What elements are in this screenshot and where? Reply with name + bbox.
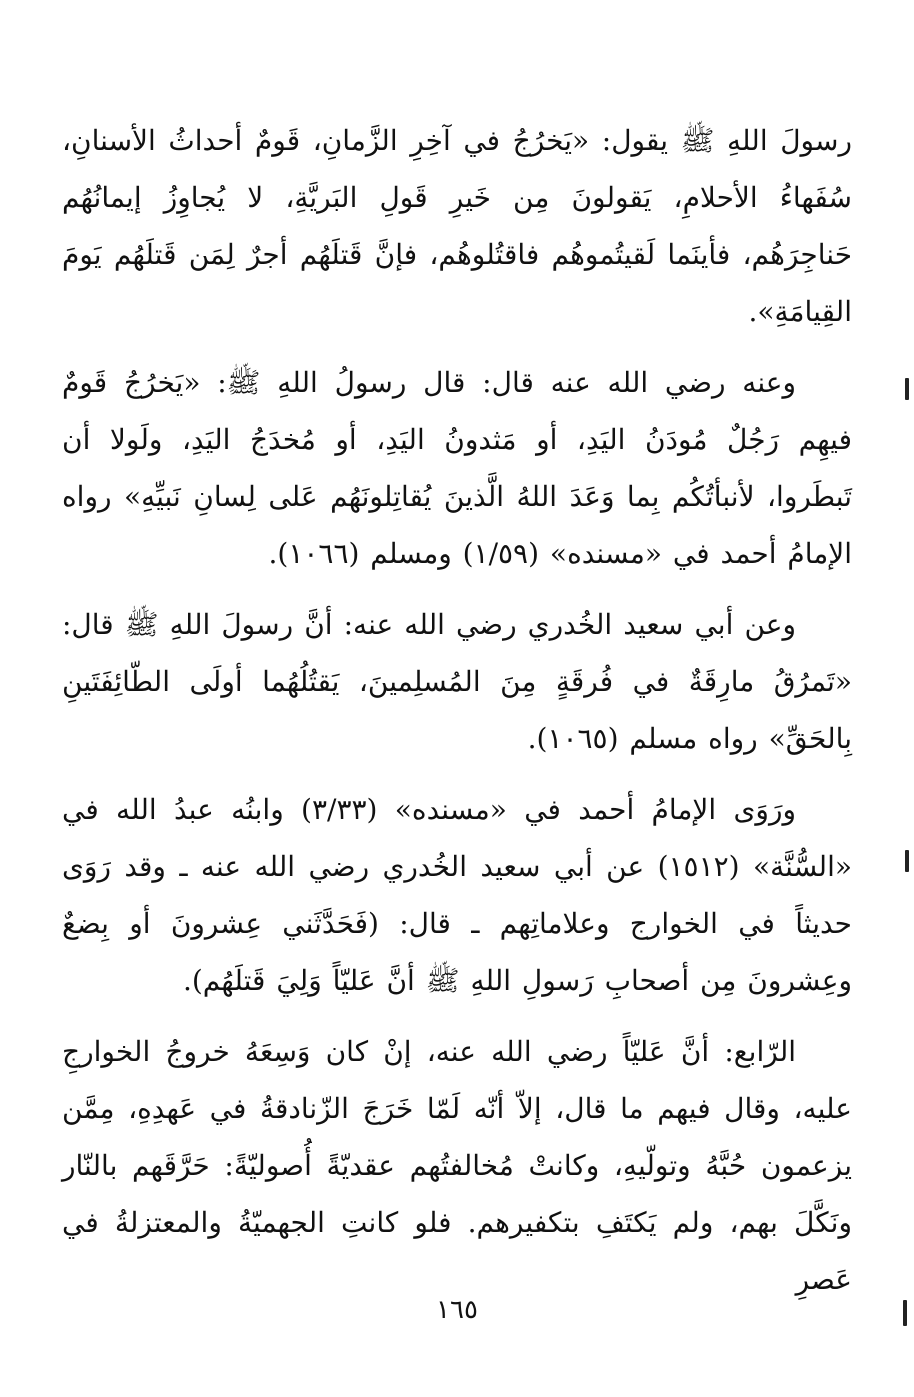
paragraph-5: الرّابع: أنَّ عَليّاً رضي الله عنه، إنْ كان وَسِعَهُ خروجُ الخوارجِ عليه، وقال فيهم ما قال، إلاّ أنّه لَمّا خَرَجَ الزّنادقةُ في عَهدِهِ، مِمَّن يزعمون حُبَّهُ وتولّيهِ، وكانتْ مُخالفتُهم عقديّةً أُصوليّةً: حَرَّقَهم بالنّار ونَكَّلَ بهم، ولم يَكتَفِ بتكفيرهم. فلو كانتِ الجهميّةُ والمعتزلةُ في عَصرِ bbox=[62, 1035, 852, 1296]
body-text bbox=[62, 112, 852, 1322]
scan-margin-mark bbox=[905, 850, 909, 872]
paragraph-3: وعن أبي سعيد الخُدري رضي الله عنه: أنَّ رسولَ اللهِ ﷺ قال: «تَمرُقُ مارِقَةٌ في فُرقَةٍ مِنَ المُسلِمينَ، يَقتُلُهُما أولَى الطّائِفَتَينِ بِالحَقِّ» رواه مسلم (١٠٦٥). bbox=[62, 608, 852, 755]
scan-margin-mark bbox=[905, 378, 909, 400]
paragraph-2: وعنه رضي الله عنه قال: قال رسولُ اللهِ ﷺ: «يَخرُجُ قَومٌ فيهِم رَجُلٌ مُودَنُ اليَدِ، أو مَثدونُ اليَدِ، أو مُخدَجُ اليَدِ، ولَولا أن تَبطَروا، لأنبأتُكُم بِما وَعَدَ اللهُ الَّذينَ يُقاتِلونَهُم عَلى لِسانِ نَبيِّهِ» رواه الإمامُ أحمد في «مسنده» (١/٥٩) ومسلم (١٠٦٦). bbox=[62, 366, 852, 570]
paragraph-4: ورَوَى الإمامُ أحمد في «مسنده» (٣/٣٣) وابنُه عبدُ الله في «السُّنَّة» (١٥١٢) عن أبي سعيد الخُدري رضي الله عنه ـ وقد رَوَى حديثاً في الخوارج وعلاماتِهم ـ قال: (فَحَدَّثَني عِشرونَ أو بِضعٌ وعِشرونَ مِن أصحابِ رَسولِ اللهِ ﷺ أنَّ عَليّاً وَلِيَ قَتلَهُم). bbox=[62, 793, 852, 997]
page-number: ١٦٥ bbox=[436, 1295, 478, 1325]
paragraph-1: رسولَ اللهِ ﷺ يقول: «يَخرُجُ في آخِرِ الزَّمانِ، قَومٌ أحداثُ الأسنانِ، سُفَهاءُ الأحلامِ، يَقولونَ مِن خَيرِ قَولِ البَريَّةِ، لا يُجاوِزُ إيمانُهُم حَناجِرَهُم، فأينَما لَقيتُموهُم فاقتُلوهُم، فإنَّ قَتلَهُم أجرٌ لِمَن قَتلَهُم يَومَ القِيامَةِ». bbox=[62, 124, 852, 328]
